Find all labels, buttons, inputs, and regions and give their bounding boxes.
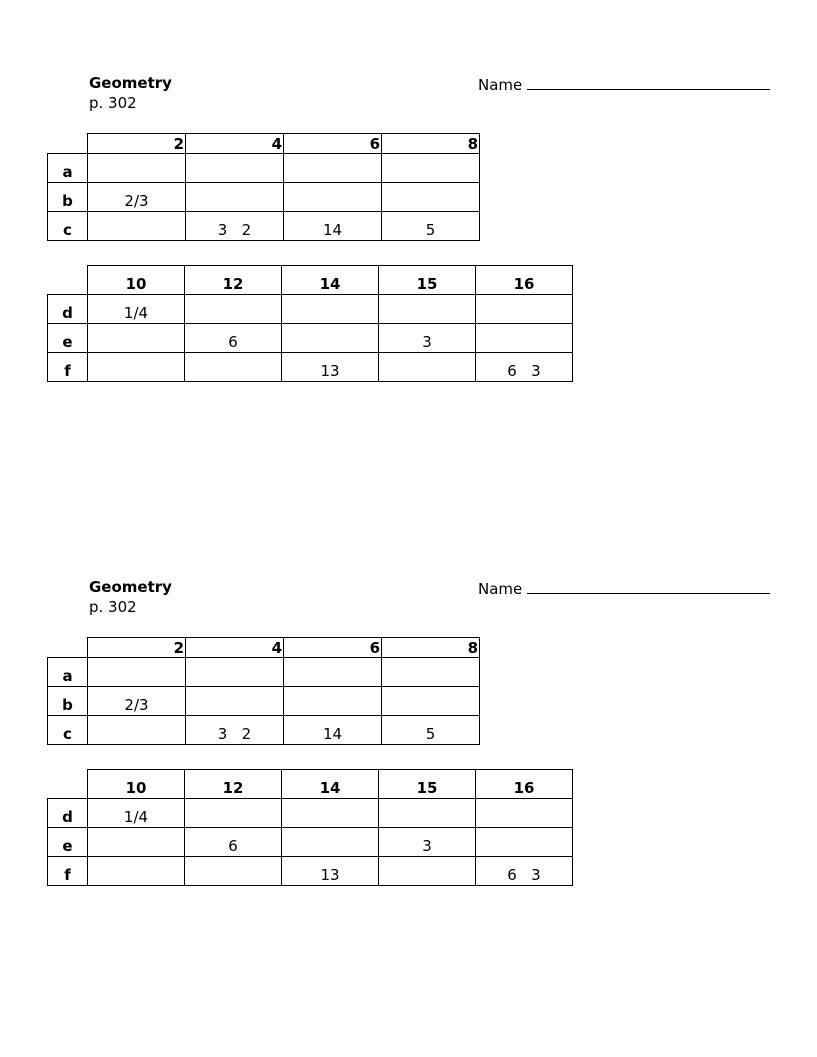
- answer-cell[interactable]: 2/3: [88, 183, 186, 212]
- answer-cell[interactable]: 1/4: [88, 295, 185, 324]
- answer-cell[interactable]: 1/4: [88, 799, 185, 828]
- answer-cell[interactable]: [282, 295, 379, 324]
- sheet-title: Geometry: [89, 74, 172, 92]
- answer-cell[interactable]: [379, 295, 476, 324]
- row-label: a: [48, 658, 88, 687]
- answer-cell[interactable]: [186, 658, 284, 687]
- answer-cell[interactable]: 3: [379, 324, 476, 353]
- table-corner: [48, 134, 88, 154]
- answer-cell[interactable]: [88, 324, 185, 353]
- answer-cell[interactable]: 5: [382, 716, 480, 745]
- table-row: [48, 716, 480, 745]
- answer-cell[interactable]: [88, 154, 186, 183]
- answer-cell[interactable]: 3: [379, 828, 476, 857]
- answer-cell[interactable]: 13: [282, 353, 379, 382]
- fraction-table-2: [47, 265, 573, 382]
- answer-cell[interactable]: [186, 687, 284, 716]
- row-label: f: [48, 353, 88, 382]
- row-label: b: [48, 687, 88, 716]
- name-blank-line[interactable]: [527, 578, 770, 594]
- row-label: b: [48, 183, 88, 212]
- row-label: f: [48, 857, 88, 886]
- row-label: c: [48, 716, 88, 745]
- table-row: [48, 857, 573, 886]
- answer-cell[interactable]: [185, 857, 282, 886]
- answer-cell[interactable]: [284, 183, 382, 212]
- column-header: 2: [88, 638, 186, 658]
- name-label: Name: [478, 76, 523, 94]
- row-label: d: [48, 295, 88, 324]
- page-reference: p. 302: [89, 94, 137, 112]
- answer-cell[interactable]: [284, 687, 382, 716]
- answer-cell[interactable]: [282, 799, 379, 828]
- answer-cell[interactable]: [379, 353, 476, 382]
- column-header: 12: [185, 266, 282, 295]
- answer-cell[interactable]: 6: [185, 828, 282, 857]
- column-header: 14: [282, 266, 379, 295]
- column-header: 6: [284, 134, 382, 154]
- table-row: [48, 658, 480, 687]
- answer-cell[interactable]: [186, 154, 284, 183]
- table-row: [48, 324, 573, 353]
- answer-cell[interactable]: [88, 828, 185, 857]
- table-corner: [48, 770, 88, 799]
- table-header-row: [48, 638, 480, 658]
- column-header: 16: [476, 770, 573, 799]
- row-label: e: [48, 324, 88, 353]
- name-field: [478, 578, 770, 598]
- answer-cell[interactable]: [476, 324, 573, 353]
- column-header: 15: [379, 770, 476, 799]
- name-blank-line[interactable]: [527, 74, 770, 90]
- table-row: [48, 799, 573, 828]
- row-label: e: [48, 828, 88, 857]
- column-header: 8: [382, 134, 480, 154]
- answer-cell[interactable]: [476, 295, 573, 324]
- answer-cell[interactable]: 3 2: [186, 716, 284, 745]
- answer-cell[interactable]: 6: [185, 324, 282, 353]
- answer-cell[interactable]: [88, 716, 186, 745]
- row-label: c: [48, 212, 88, 241]
- table-header-row: [48, 134, 480, 154]
- column-header: 2: [88, 134, 186, 154]
- answer-cell[interactable]: 13: [282, 857, 379, 886]
- answer-cell[interactable]: [382, 154, 480, 183]
- answer-cell[interactable]: 6 3: [476, 857, 573, 886]
- page-reference: p. 302: [89, 598, 137, 616]
- answer-cell[interactable]: 14: [284, 212, 382, 241]
- answer-cell[interactable]: [88, 857, 185, 886]
- table-row: [48, 295, 573, 324]
- answer-cell[interactable]: 2/3: [88, 687, 186, 716]
- row-label: d: [48, 799, 88, 828]
- answer-cell[interactable]: [382, 687, 480, 716]
- column-header: 16: [476, 266, 573, 295]
- answer-cell[interactable]: 3 2: [186, 212, 284, 241]
- table-header-row: [48, 266, 573, 295]
- column-header: 12: [185, 770, 282, 799]
- answer-cell[interactable]: [476, 828, 573, 857]
- column-header: 8: [382, 638, 480, 658]
- answer-cell[interactable]: [476, 799, 573, 828]
- table-corner: [48, 266, 88, 295]
- answer-cell[interactable]: [284, 154, 382, 183]
- column-header: 14: [282, 770, 379, 799]
- answer-cell[interactable]: 14: [284, 716, 382, 745]
- answer-cell[interactable]: [379, 857, 476, 886]
- answer-cell[interactable]: [282, 324, 379, 353]
- answer-cell[interactable]: [284, 658, 382, 687]
- column-header: 15: [379, 266, 476, 295]
- fraction-table-2: [47, 769, 573, 886]
- answer-cell[interactable]: [379, 799, 476, 828]
- fraction-table-1: [47, 133, 480, 241]
- table-row: [48, 828, 573, 857]
- table-row: [48, 183, 480, 212]
- column-header: 10: [88, 266, 185, 295]
- row-label: a: [48, 154, 88, 183]
- table-row: [48, 353, 573, 382]
- table-corner: [48, 638, 88, 658]
- table-row: [48, 687, 480, 716]
- answer-cell[interactable]: [186, 183, 284, 212]
- answer-cell[interactable]: [88, 658, 186, 687]
- column-header: 6: [284, 638, 382, 658]
- column-header: 4: [186, 638, 284, 658]
- sheet-title: Geometry: [89, 578, 172, 596]
- answer-cell[interactable]: [185, 353, 282, 382]
- name-label: Name: [478, 580, 523, 598]
- answer-cell[interactable]: 6 3: [476, 353, 573, 382]
- answer-cell[interactable]: [382, 658, 480, 687]
- answer-cell[interactable]: [282, 828, 379, 857]
- table-header-row: [48, 770, 573, 799]
- column-header: 4: [186, 134, 284, 154]
- answer-cell[interactable]: [185, 799, 282, 828]
- column-header: 10: [88, 770, 185, 799]
- fraction-table-1: [47, 637, 480, 745]
- answer-cell[interactable]: [88, 212, 186, 241]
- answer-cell[interactable]: [88, 353, 185, 382]
- answer-cell[interactable]: [382, 183, 480, 212]
- table-row: [48, 154, 480, 183]
- table-row: [48, 212, 480, 241]
- answer-cell[interactable]: 5: [382, 212, 480, 241]
- name-field: [478, 74, 770, 94]
- answer-cell[interactable]: [185, 295, 282, 324]
